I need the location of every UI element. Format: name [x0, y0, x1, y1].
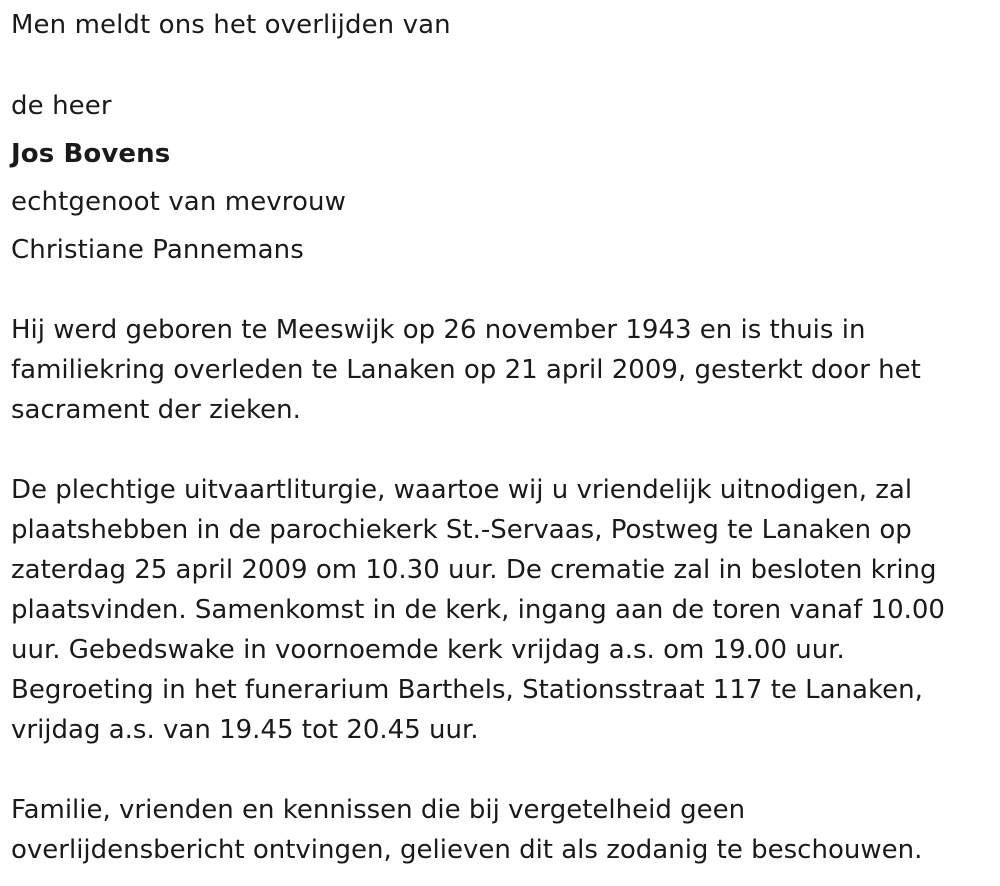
salutation: de heer: [11, 91, 112, 121]
spouse-label: echtgenoot van mevrouw: [11, 187, 346, 217]
paragraph-line: Hij werd geboren te Meeswijk op 26 november 1943 en is thuis in: [11, 315, 866, 345]
deceased-name: Jos Bovens: [11, 139, 171, 169]
paragraph-line: sacrament der zieken.: [11, 395, 301, 425]
spouse-name: Christiane Pannemans: [11, 235, 304, 265]
paragraph-line: De plechtige uitvaartliturgie, waartoe wij u vriendelijk uitnodigen, zal: [11, 475, 913, 505]
paragraph-line: overlijdensbericht ontvingen, gelieven dit als zodanig te beschouwen.: [11, 835, 923, 865]
paragraph-line: uur. Gebedswake in voornoemde kerk vrijdag a.s. om 19.00 uur.: [11, 635, 845, 665]
closing-paragraph: [11, 790, 986, 870]
funeral-paragraph: [11, 470, 986, 750]
paragraph-line: familiekring overleden te Lanaken op 21 april 2009, gesterkt door het: [11, 355, 921, 385]
intro-text: Men meldt ons het overlijden van: [11, 10, 451, 40]
paragraph-line: plaatsvinden. Samenkomst in de kerk, ingang aan de toren vanaf 10.00: [11, 595, 945, 625]
birth-paragraph: [11, 310, 986, 430]
paragraph-line: vrijdag a.s. van 19.45 tot 20.45 uur.: [11, 715, 479, 745]
paragraph-line: plaatshebben in de parochiekerk St.-Servaas, Postweg te Lanaken op: [11, 515, 912, 545]
paragraph-line: Familie, vrienden en kennissen die bij vergetelheid geen: [11, 795, 746, 825]
paragraph-line: Begroeting in het funerarium Barthels, Stationsstraat 117 te Lanaken,: [11, 675, 923, 705]
paragraph-line: zaterdag 25 april 2009 om 10.30 uur. De crematie zal in besloten kring: [11, 555, 937, 585]
